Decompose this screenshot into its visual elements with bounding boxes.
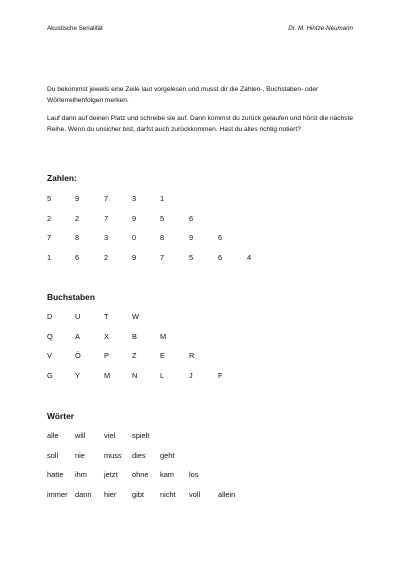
zahlen-row-item: 2 xyxy=(75,213,80,223)
woerter-row-item: muss xyxy=(104,450,122,460)
zahlen-row-item: 7 xyxy=(104,194,109,203)
woerter-row-item: gibt xyxy=(132,489,144,499)
woerter-row-item: dies xyxy=(132,450,146,460)
zahlen-row-item: 6 xyxy=(75,252,80,262)
woerter-row-item: hatte xyxy=(47,470,64,479)
zahlen-row-item: 9 xyxy=(132,252,137,262)
woerter-row-item: nicht xyxy=(160,489,176,499)
zahlen-row-item: 3 xyxy=(132,194,137,203)
zahlen-row-item: 6 xyxy=(218,233,223,242)
zahlen-row-item: 9 xyxy=(75,194,80,203)
zahlen-row-item: 2 xyxy=(47,213,52,223)
zahlen-row-item: 3 xyxy=(104,233,109,242)
buchstaben-row-item: N xyxy=(132,370,138,380)
header-author: Dr. M. Hintze-Neumann xyxy=(288,25,353,32)
buchstaben-row-item: M xyxy=(160,331,167,341)
zahlen-row-item: 2 xyxy=(104,252,109,262)
woerter-row-item: jetzt xyxy=(104,470,118,479)
zahlen-row-item: 8 xyxy=(160,233,165,242)
buchstaben-row-item: A xyxy=(75,331,80,341)
zahlen-row-item: 5 xyxy=(160,213,165,223)
zahlen-row-item: 6 xyxy=(218,252,223,262)
zahlen-row-item: 5 xyxy=(189,252,194,262)
zahlen-row-item: 1 xyxy=(160,194,165,203)
buchstaben-row-item: D xyxy=(47,312,53,321)
buchstaben-row-item: Y xyxy=(75,370,80,380)
woerter-row-item: allein xyxy=(218,489,236,499)
section-title-buchstaben: Buchstaben xyxy=(47,292,95,302)
header-title: Akustische Serialität xyxy=(47,25,103,32)
woerter-row-item: kam xyxy=(160,470,174,479)
woerter-row-item: spielt xyxy=(132,431,150,440)
woerter-row-item: viel xyxy=(104,431,116,440)
woerter-row-item: alle xyxy=(47,431,59,440)
zahlen-row-item: 1 xyxy=(47,252,52,262)
buchstaben-row-item: B xyxy=(132,331,137,341)
instruction-paragraph-1: Du bekommst jeweils eine Zeile laut vorgelesen und musst dir die Zahlen-, Buchstaben- oder Wörterreihenfolgen merken. xyxy=(47,86,319,104)
section-title-woerter: Wörter xyxy=(47,411,74,421)
buchstaben-row-item: V xyxy=(47,351,52,360)
buchstaben-row-item: J xyxy=(189,370,193,380)
zahlen-row-item: 8 xyxy=(75,233,80,242)
zahlen-row-item: 7 xyxy=(160,252,165,262)
buchstaben-row-item: W xyxy=(132,312,139,321)
woerter-row-item: soll xyxy=(47,450,59,460)
woerter-row-item: will xyxy=(75,431,86,440)
buchstaben-row-item: P xyxy=(104,351,109,360)
buchstaben-row-item: U xyxy=(75,312,81,321)
buchstaben-row-item: Q xyxy=(47,331,53,341)
buchstaben-row-item: X xyxy=(104,331,109,341)
buchstaben-row-item: T xyxy=(104,312,109,321)
zahlen-row-item: 5 xyxy=(47,194,52,203)
woerter-row-item: dann xyxy=(75,489,92,499)
woerter-row-item: immer xyxy=(47,489,68,499)
buchstaben-row-item: Z xyxy=(132,351,137,360)
zahlen-row-item: 7 xyxy=(104,213,109,223)
zahlen-row-item: 9 xyxy=(189,233,194,242)
buchstaben-row-item: R xyxy=(189,351,195,360)
woerter-row-item: ohne xyxy=(132,470,149,479)
zahlen-row-item: 0 xyxy=(132,233,137,242)
zahlen-row-item: 6 xyxy=(189,213,194,223)
buchstaben-row-item: L xyxy=(160,370,165,380)
section-title-zahlen: Zahlen: xyxy=(47,173,77,183)
buchstaben-row-item: M xyxy=(104,370,111,380)
woerter-row-item: voll xyxy=(189,489,201,499)
buchstaben-row-item: Ö xyxy=(75,351,81,360)
woerter-row-item: ihm xyxy=(75,470,87,479)
buchstaben-row-item: F xyxy=(218,370,223,380)
zahlen-row-item: 9 xyxy=(132,213,137,223)
buchstaben-row-item: G xyxy=(47,370,53,380)
woerter-row-item: hier xyxy=(104,489,117,499)
woerter-row-item: los xyxy=(189,470,199,479)
zahlen-row-item: 7 xyxy=(47,233,52,242)
instruction-paragraph-2: Lauf dann auf deinen Platz und schreibe sie auf. Dann kommst du zurück gelaufen und hörst die nächste Reihe. Wenn du unsicher bist, darfst auch zurückkommen. Hast du alles richtig notiert? xyxy=(47,115,354,133)
woerter-row-item: geht xyxy=(160,450,175,460)
buchstaben-row-item: E xyxy=(160,351,165,360)
zahlen-row-item: 4 xyxy=(247,252,252,262)
woerter-row-item: nie xyxy=(75,450,85,460)
